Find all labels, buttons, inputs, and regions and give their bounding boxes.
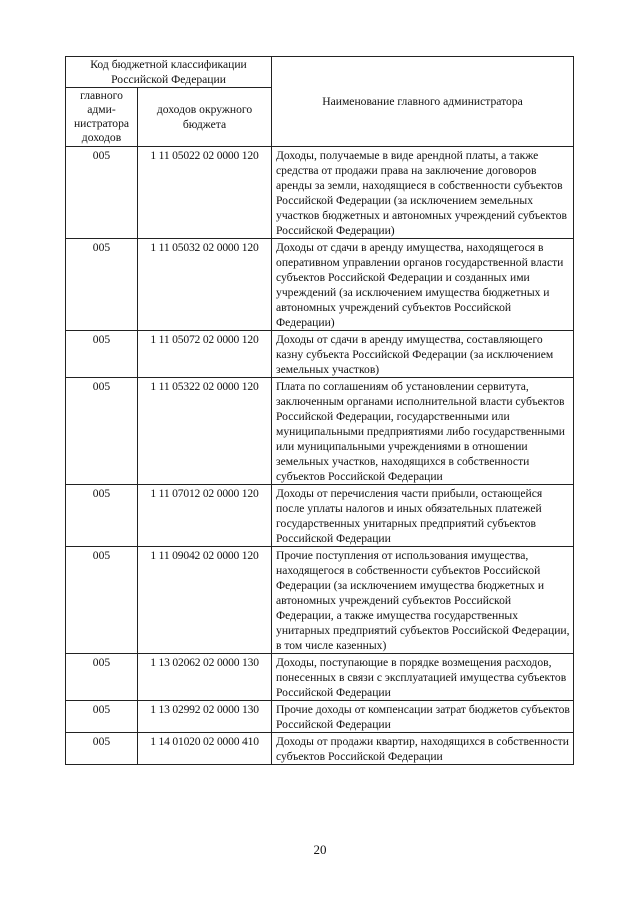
administrator-name-cell: Плата по соглашениям об установлении сервитута, заключенным органами исполнительной власти субъектов Российской Федерации, государственными или муниципальными предприятиями либо государственными или муниципальными учреждениями в отношении земельных участков, находящихся в собственности субъектов Российской Федерации bbox=[272, 378, 574, 485]
page-number: 20 bbox=[313, 842, 327, 857]
administrator-name-cell: Доходы, поступающие в порядке возмещения расходов, понесенных в связи с эксплуатацией имущества субъектов Российской Федерации bbox=[272, 654, 574, 701]
admin-code-cell: 005 bbox=[66, 485, 138, 547]
admin-code-cell: 005 bbox=[66, 239, 138, 331]
income-code-cell: 1 11 05072 02 0000 120 bbox=[138, 331, 272, 378]
administrator-name-cell: Доходы от сдачи в аренду имущества, составляющего казну субъекта Российской Федерации (за исключением земельных участков) bbox=[272, 331, 574, 378]
header-row-group bbox=[66, 57, 574, 88]
table-row bbox=[66, 331, 574, 378]
income-code-cell: 1 11 05032 02 0000 120 bbox=[138, 239, 272, 331]
administrator-name-cell: Доходы от продажи квартир, находящихся в собственности субъектов Российской Федерации bbox=[272, 733, 574, 765]
table-row bbox=[66, 378, 574, 485]
header-district-budget-income: доходов окружного бюджета bbox=[138, 88, 272, 147]
budget-classification-table bbox=[65, 56, 574, 765]
table-row bbox=[66, 239, 574, 331]
administrator-name-cell: Доходы, получаемые в виде арендной платы, а также средства от продажи права на заключение договоров аренды за земли, находящиеся в собственности субъектов Российской Федерации (за исключением земельных участков бюджетных и автономных учреждений субъектов Российской Федерации) bbox=[272, 147, 574, 239]
income-code-cell: 1 11 09042 02 0000 120 bbox=[138, 547, 272, 654]
admin-code-cell: 005 bbox=[66, 547, 138, 654]
table-row bbox=[66, 654, 574, 701]
administrator-name-cell: Прочие поступления от использования имущества, находящегося в собственности субъектов Российской Федерации (за исключением имущества бюджетных и автономных учреждений субъектов Российской Федерации, а также имущества государственных унитарных предприятий субъектов Российской Федерации, в том числе казенных) bbox=[272, 547, 574, 654]
header-administrator-name: Наименование главного администратора bbox=[272, 57, 574, 147]
admin-code-cell: 005 bbox=[66, 147, 138, 239]
income-code-cell: 1 11 05022 02 0000 120 bbox=[138, 147, 272, 239]
admin-code-cell: 005 bbox=[66, 654, 138, 701]
admin-code-cell: 005 bbox=[66, 331, 138, 378]
table-row bbox=[66, 547, 574, 654]
administrator-name-cell: Прочие доходы от компенсации затрат бюджетов субъектов Российской Федерации bbox=[272, 701, 574, 733]
income-code-cell: 1 14 01020 02 0000 410 bbox=[138, 733, 272, 765]
income-code-cell: 1 11 05322 02 0000 120 bbox=[138, 378, 272, 485]
admin-code-cell: 005 bbox=[66, 378, 138, 485]
administrator-name-cell: Доходы от сдачи в аренду имущества, находящегося в оперативном управлении органов государственной власти субъектов Российской Федерации и созданных ими учреждений (за исключением имущества бюджетных и автономных учреждений субъектов Российской Федерации) bbox=[272, 239, 574, 331]
admin-code-cell: 005 bbox=[66, 701, 138, 733]
header-budget-code-group: Код бюджетной классификации Российской Федерации bbox=[66, 57, 272, 88]
income-code-cell: 1 13 02062 02 0000 130 bbox=[138, 654, 272, 701]
administrator-name-cell: Доходы от перечисления части прибыли, остающейся после уплаты налогов и иных обязательных платежей государственных унитарных предприятий субъектов Российской Федерации bbox=[272, 485, 574, 547]
admin-code-cell: 005 bbox=[66, 733, 138, 765]
table-row bbox=[66, 485, 574, 547]
income-code-cell: 1 11 07012 02 0000 120 bbox=[138, 485, 272, 547]
header-main-administrator: главного адми-нистратора доходов bbox=[66, 88, 138, 147]
income-code-cell: 1 13 02992 02 0000 130 bbox=[138, 701, 272, 733]
table-row bbox=[66, 733, 574, 765]
table-row bbox=[66, 147, 574, 239]
table-row bbox=[66, 701, 574, 733]
